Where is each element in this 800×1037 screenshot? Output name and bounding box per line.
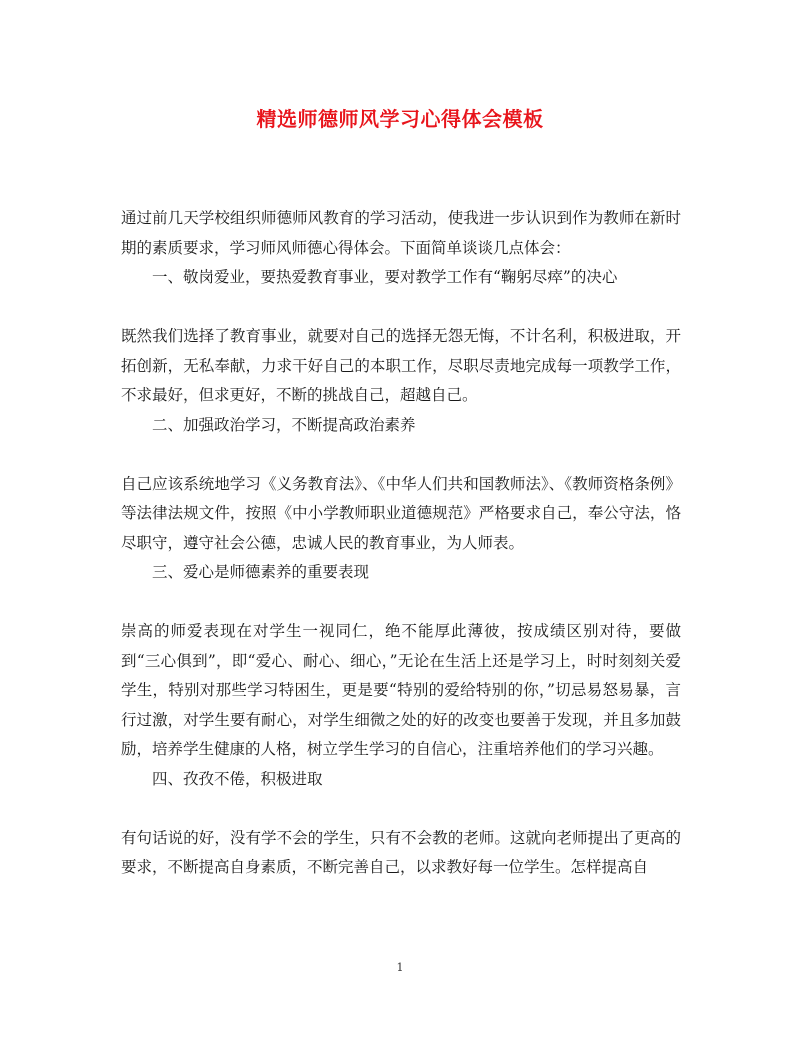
section-body-1: 既然我们选择了教育事业，就要对自己的选择无怨无悔，不计名利，积极进取，开拓创新，无私奉献，力求干好自己的本职工作，尽职尽责地完成每一项教学工作，不求最好，但求更好，不断的挑战自己，超越自己。	[121, 327, 681, 404]
section-heading-4: 四、孜孜不倦，积极进取	[152, 769, 323, 788]
section-body-3: 崇高的师爱表现在对学生一视同仁，绝不能厚此薄彼，按成绩区别对待，要做到“三心俱到”，即“爱心、耐心、细心，”无论在生活上还是学习上，时时刻刻关爱学生，特别对那些学习特困生，更是要“特别的爱给特别的你，”切忌易怒易暴，言行过激，对学生要有耐心，对学生细微之处的好的改变也要善于发现，并且多加鼓励，培养学生健康的人格，树立学生学习的自信心，注重培养他们的学习兴趣。	[121, 622, 681, 758]
section-body-4: 有句话说的好，没有学不会的学生，只有不会教的老师。这就向老师提出了更高的要求，不断提高自身素质，不断完善自己，以求教好每一位学生。怎样提高自	[121, 828, 681, 876]
document-body	[121, 204, 681, 883]
section-heading-1: 一、敬岗爱业，要热爱教育事业，要对教学工作有“鞠躬尽瘁”的决心	[152, 268, 618, 286]
page-number: 1	[396, 961, 404, 974]
intro-paragraph: 通过前几天学校组织师德师风教育的学习活动，使我进一步认识到作为教师在新时期的素质要求，学习师风师德心得体会。下面简单谈谈几点体会：	[121, 209, 681, 257]
section-body-2: 自己应该系统地学习《义务教育法》、《中华人们共和国教师法》、《教师资格条例》等法律法规文件，按照《中小学教师职业道德规范》严格要求自己，奉公守法，恪尽职守，遵守社会公德，忠诚人民的教育事业，为人师表。	[121, 474, 681, 552]
document-title: 精选师德师风学习心得体会模板	[256, 107, 544, 131]
section-heading-2: 二、加强政治学习，不断提高政治素养	[152, 415, 416, 434]
section-heading-3: 三、爱心是师德素养的重要表现	[152, 563, 370, 581]
